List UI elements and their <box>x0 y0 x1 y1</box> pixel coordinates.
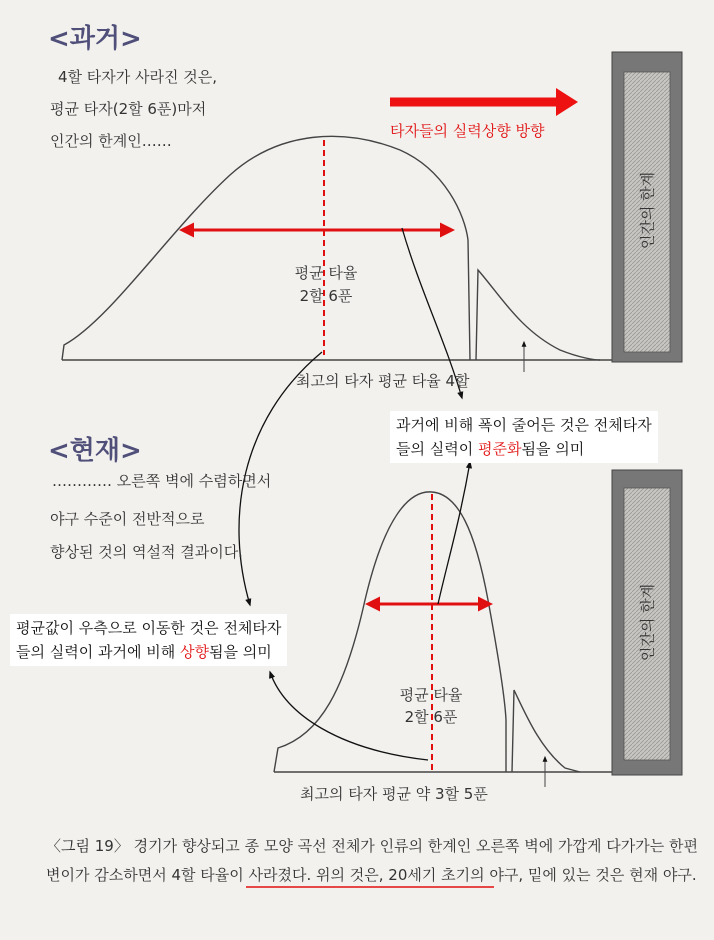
shift-note-highlight: 상향 <box>179 643 209 661</box>
shift-note-line-1: 평균값이 우측으로 이동한 것은 전체타자 <box>16 619 282 637</box>
caption-part-1: 〈그림 19〉 경기가 향상되고 종 모양 곡선 전체가 인류의 한계인 오른쪽 벽에 가깝게 다가가는 한편 <box>46 837 698 855</box>
width-note-highlight: 평준화 <box>478 440 522 458</box>
width-note <box>390 411 658 463</box>
past-mean-label-1: 평균 타율 <box>294 264 358 282</box>
width-note-line-1: 과거에 비해 폭이 줄어든 것은 전체타자 <box>396 416 652 434</box>
trend-label: 타자들의 실력상향 방향 <box>390 122 545 140</box>
present-intro-line-1: ………… 오른쪽 벽에 수렴하면서 <box>52 472 272 490</box>
past-intro-line-3: 인간의 한계인…… <box>50 132 172 150</box>
caption-part-2: . 위의 것은, 20세기 초기의 야구, 밑에 있는 것은 현재 야구. <box>306 866 697 884</box>
shift-note-pre: 들의 실력이 과거에 비해 <box>16 643 180 661</box>
present-limit-label: 인간의 한계 <box>638 583 657 662</box>
present-intro-line-2: 야구 수준이 전반적으로 <box>50 510 205 528</box>
shift-note-post: 됨을 의미 <box>208 643 272 661</box>
present-heading: <현재> <box>48 436 142 466</box>
past-heading: <과거> <box>48 24 142 54</box>
past-limit-label: 인간의 한계 <box>638 171 657 250</box>
shift-note-line-2 <box>16 640 281 664</box>
past-intro-line-1: 4할 타자가 사라진 것은, <box>58 68 218 86</box>
caption-underlined: 변이가 감소하면서 4할 타율이 사라졌다 <box>46 866 307 884</box>
past-intro-line-2: 평균 타자(2할 6푼)마저 <box>50 100 207 118</box>
past-mean-label-2: 2할 6푼 <box>299 287 353 305</box>
figure-caption <box>46 832 698 890</box>
width-note-line-2 <box>396 437 652 461</box>
present-intro-line-3: 향상된 것의 역설적 결과이다. <box>50 543 243 561</box>
width-note-post: 됨을 의미 <box>521 440 585 458</box>
width-note-pre: 들의 실력이 <box>396 440 478 458</box>
present-mean-label-1: 평균 타율 <box>399 686 463 704</box>
shift-note <box>10 614 287 666</box>
present-tail-label: 최고의 타자 평균 약 3할 5푼 <box>300 785 488 803</box>
connector-present-width-to-note <box>438 462 470 604</box>
present-mean-label-2: 2할 6푼 <box>404 708 458 726</box>
present-tail-curve <box>512 690 580 772</box>
past-tail-label: 최고의 타자 평균 타율 4할 <box>296 372 470 390</box>
trend-arrow-head <box>556 88 578 116</box>
present-bell-curve <box>274 492 506 772</box>
past-tail-curve <box>476 270 600 360</box>
